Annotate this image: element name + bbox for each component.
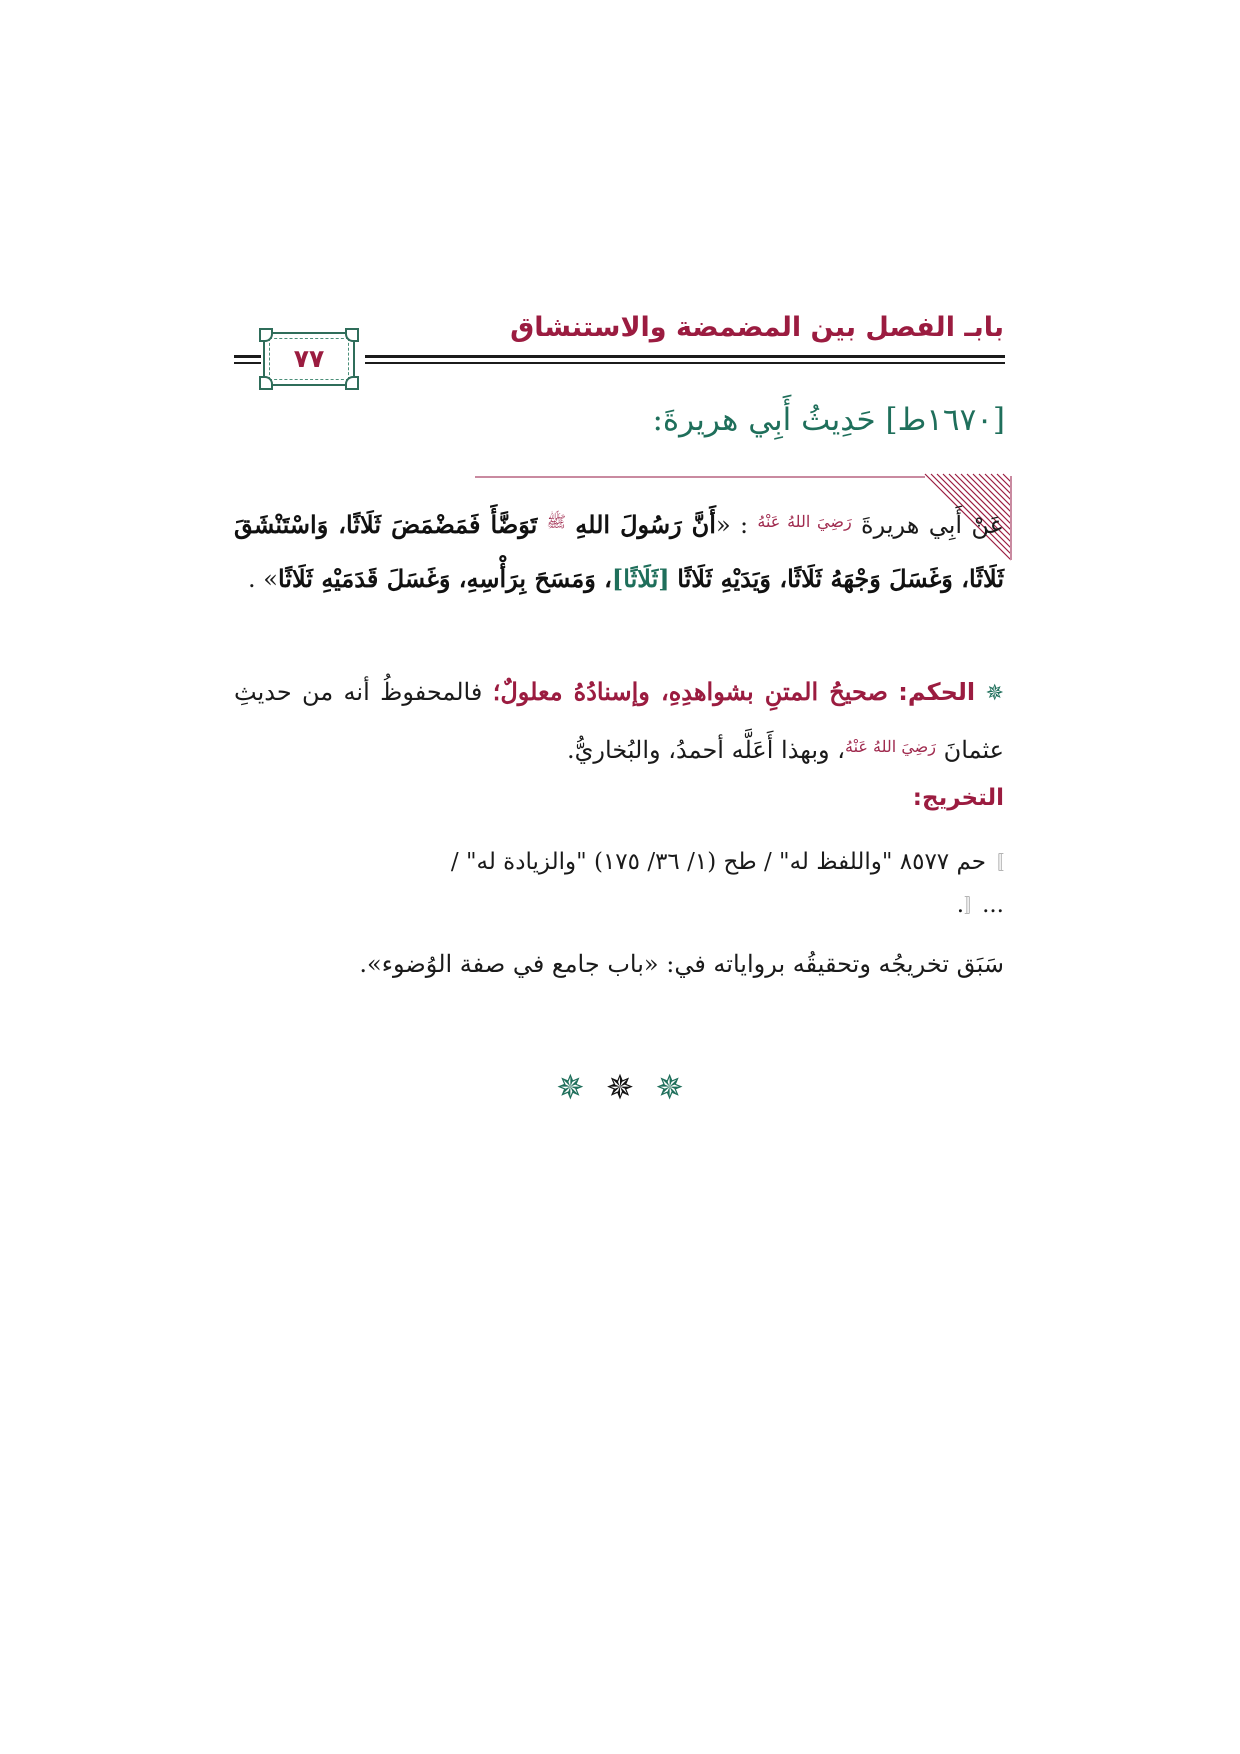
header-rule (234, 355, 261, 358)
ruling-label: الحكم: (898, 678, 976, 706)
matn-part: ، وَمَسَحَ بِرَأْسِهِ، وَغَسَلَ قَدَمَيْهِ ثَلَاثًا (277, 564, 612, 593)
takhrij-line (234, 840, 1004, 886)
header-rule (365, 355, 1005, 358)
star-ornament-icon: ✵ (655, 1068, 684, 1108)
hadith-heading (652, 402, 1005, 438)
ellipsis: ... (982, 892, 1004, 918)
matn-part: تَوَضَّأَ فَمَضْمَضَ ثَلَاثًا، وَاسْتَنْشَقَ ثَلَاثًا، وَغَسَلَ وَجْهَهُ ثَلَاثًا، وَيَدَيْهِ ثَلَاثًا (234, 510, 1004, 593)
hadith-text (234, 495, 1004, 606)
star-ornament-icon: ✵ (556, 1068, 585, 1108)
ruling-text: فالمحفوظُ أنه من حديثِ عثمانَ (234, 678, 1004, 764)
chapter-title: بابـ الفصل بين المضمضة والاستنشاق (510, 312, 1004, 343)
narrator-intro: عَنْ أَبِي هريرةَ (861, 511, 1004, 539)
hadith-title: حَدِيثُ أَبِي هريرةَ: (652, 402, 876, 438)
close-mark: 〚 (964, 896, 983, 917)
ruling-verdict: صحيحُ المتنِ بشواهدِهِ، وإسنادُهُ معلولٌ؛ (492, 677, 888, 706)
honorific-glyph: رَضِيَ اللهُ عَنْهُ (845, 737, 936, 756)
frame-corner-ornament (345, 376, 359, 390)
open-mark: 〛 (986, 853, 1004, 874)
quote-close: » . (248, 565, 278, 593)
page-number-frame (263, 332, 355, 386)
frame-corner-ornament (345, 328, 359, 342)
star-ornament-icon: ✵ (605, 1068, 635, 1108)
takhrij-continuation: ...〚. (956, 892, 1004, 918)
page-number: ٧٧ (293, 344, 325, 373)
hadith-number: [١٦٧٠ط] (885, 402, 1005, 438)
heading-underline (475, 476, 925, 478)
prophet-honorific: ﷺ (546, 512, 566, 531)
header-rule (234, 362, 261, 364)
rosette-icon: ✵ (985, 681, 1004, 706)
ruling-text: ، وبهذا أَعَلَّه أحمدُ، والبُخاريُّ. (567, 736, 846, 764)
matn-addition: [ثَلَاثًا] (611, 564, 670, 593)
cross-reference-note: سَبَق تخريجُه وتحقيقُه برواياته في: «باب جامع في صفة الوُضوء». (359, 950, 1004, 978)
takhrij-label: التخريج: (912, 785, 1004, 811)
frame-corner-ornament (259, 328, 273, 342)
ruling-paragraph (234, 665, 1004, 777)
header-rule (365, 362, 1005, 364)
takhrij-text: حم ٨٥٧٧ "واللفظ له" / طح (١/ ٣٦/ ١٧٥) "والزيادة له" / (450, 849, 986, 875)
honorific-glyph: رَضِيَ اللهُ عَنْهُ (757, 512, 852, 531)
frame-corner-ornament (259, 376, 273, 390)
quote-open: : « (715, 511, 749, 539)
matn-part: أَنَّ رَسُولَ اللهِ (575, 510, 716, 539)
section-separator (0, 1068, 1240, 1108)
